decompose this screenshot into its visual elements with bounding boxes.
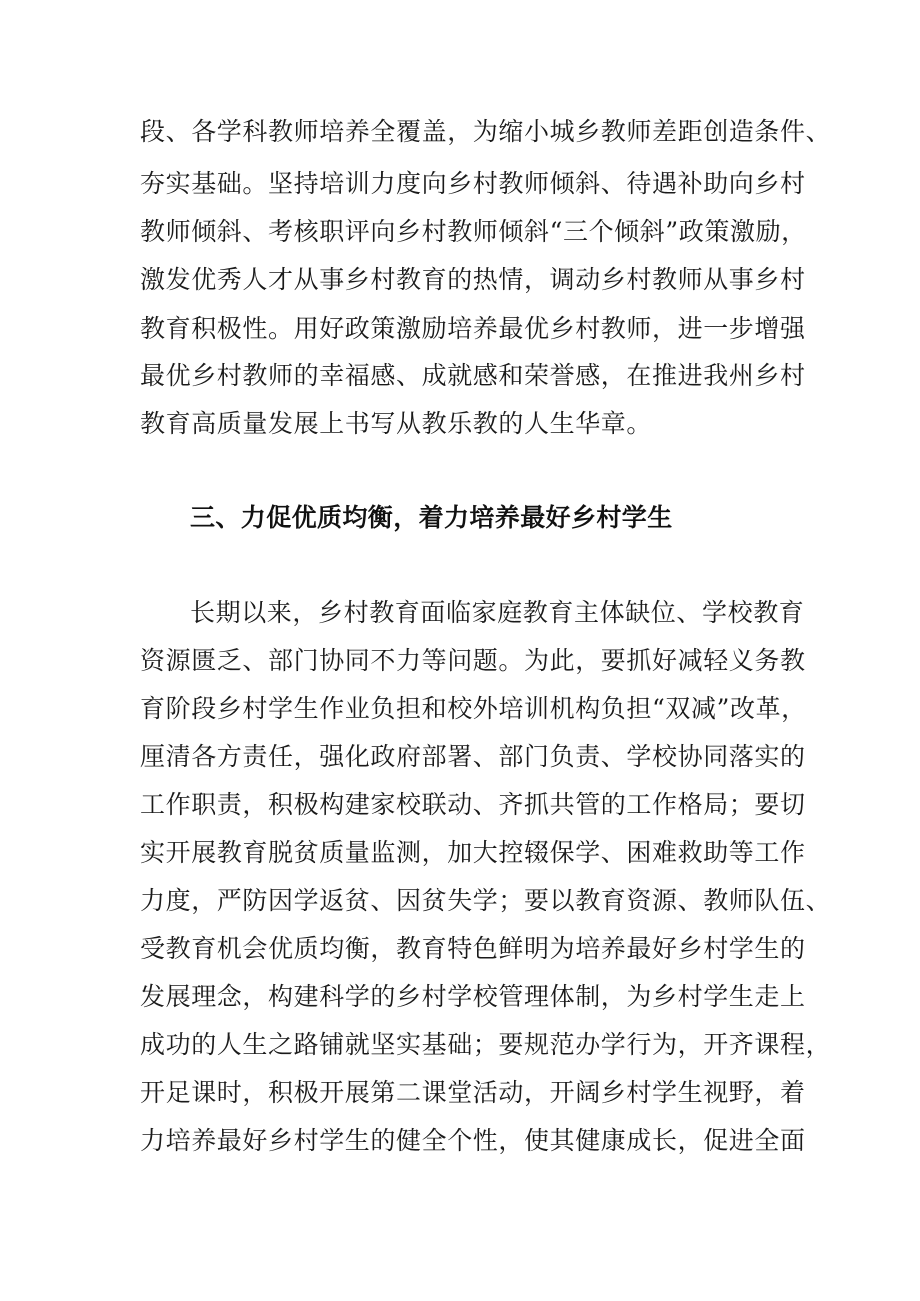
paragraph1-line: 教育积极性。用好政策激励培养最优乡村教师，进一步增强 <box>140 314 806 343</box>
paragraph2-line: 工作职责，积极构建家校联动、齐抓共管的工作格局；要切 <box>140 790 806 819</box>
paragraph1-line: 夯实基础。坚持培训力度向乡村教师倾斜、待遇补助向乡村 <box>140 169 806 198</box>
paragraph1-line: 教育高质量发展上书写从教乐教的人生华章。 <box>140 409 653 438</box>
paragraph1-line: 激发优秀人才从事乡村教育的热情，调动乡村教师从事乡村 <box>140 265 806 294</box>
paragraph2-line: 资源匮乏、部门协同不力等问题。为此，要抓好减轻义务教 <box>140 646 806 675</box>
paragraph2-line: 育阶段乡村学生作业负担和校外培训机构负担“双减”改革， <box>140 694 807 723</box>
paragraph2-line: 成功的人生之路铺就坚实基础；要规范办学行为，开齐课程， <box>140 1030 832 1059</box>
paragraph2-line: 长期以来，乡村教育面临家庭教育主体缺位、学校教育 <box>190 598 805 627</box>
paragraph2-line: 力培养最好乡村学生的健全个性，使其健康成长，促进全面 <box>140 1126 806 1155</box>
paragraph2-line: 力度，严防因学返贫、因贫失学；要以教育资源、教师队伍、 <box>140 886 832 915</box>
paragraph2-line: 厘清各方责任，强化政府部署、部门负责、学校协同落实的 <box>140 742 806 771</box>
paragraph2-line: 发展理念，构建科学的乡村学校管理体制，为乡村学生走上 <box>140 982 806 1011</box>
paragraph2-line: 开足课时，积极开展第二课堂活动，开阔乡村学生视野，着 <box>140 1078 806 1107</box>
paragraph1-line: 教师倾斜、考核职评向乡村教师倾斜“三个倾斜”政策激励， <box>140 217 807 246</box>
paragraph2-line: 受教育机会优质均衡，教育特色鲜明为培养最好乡村学生的 <box>140 934 806 963</box>
paragraph2-line: 实开展教育脱贫质量监测，加大控辍保学、困难救助等工作 <box>140 838 806 867</box>
paragraph1-line: 段、各学科教师培养全覆盖，为缩小城乡教师差距创造条件、 <box>140 117 832 146</box>
paragraph1-line: 最优乡村教师的幸福感、成就感和荣誉感，在推进我州乡村 <box>140 361 806 390</box>
section-heading: 三、力促优质均衡，着力培养最好乡村学生 <box>190 503 673 532</box>
